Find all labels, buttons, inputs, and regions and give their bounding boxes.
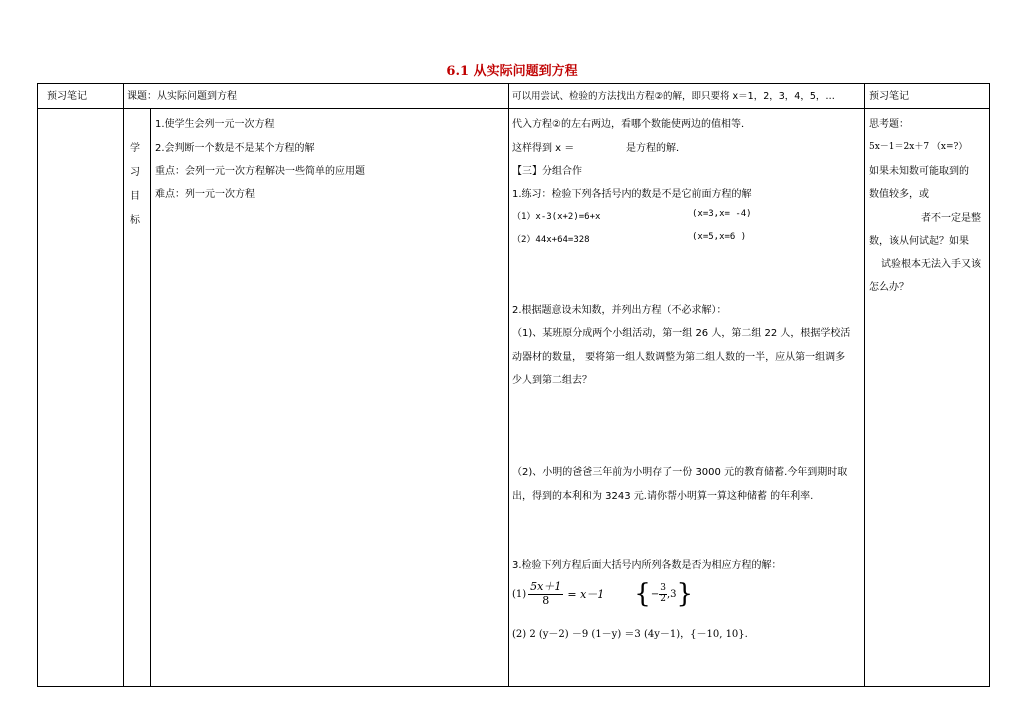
objectives-label-char: 学 — [130, 143, 140, 154]
notes-line: 数值较多，或 — [869, 189, 929, 200]
col3-intro-1: 可以用尝试、检验的方法找出方程②的解，即只要将 x＝1，2，3，4，5，… — [512, 91, 835, 102]
notes-line: 试验根本无法入手又该 — [881, 259, 981, 270]
q3-1-rhs: = x－1 — [567, 588, 605, 601]
page-title: 6.1 从实际问题到方程 — [446, 64, 578, 79]
notes-line: 如果未知数可能取到的 — [869, 166, 969, 177]
q3-1-set-numerator: 3 — [660, 582, 666, 593]
question-3-2: (2) 2 (y－2) －9 (1－y) ＝3 (4y－1)，{－10, 10}. — [512, 629, 748, 640]
practice-equation: （2）44x+64=328 — [512, 235, 590, 245]
column-divider-1 — [123, 84, 124, 686]
practice-equation: （1）x-3(x+2)=6+x — [512, 212, 601, 222]
result-line-a: 这样得到 x ＝ — [512, 143, 575, 154]
objectives-label-char: 标 — [130, 215, 140, 226]
notes-line: 怎么办？ — [869, 282, 909, 293]
practice-title: 1.练习：检验下列各括号内的数是不是它前面方程的解 — [512, 189, 752, 200]
objectives-label-char: 目 — [130, 191, 140, 202]
goal-item: 2.会判断一个数是不是某个方程的解 — [155, 143, 315, 154]
question-2-2-line: （2)、小明的爸爸三年前为小明存了一份 3000 元的教育储蓄.今年到期时取 — [512, 467, 848, 478]
q3-1-set-fraction — [659, 584, 667, 605]
notes-line: 5x－1＝2x＋7 （x=?） — [869, 142, 968, 152]
notes-line: 者不一定是整 — [921, 213, 981, 224]
question-3-1 — [512, 581, 693, 607]
goal-item: 难点：列一元一次方程 — [155, 189, 255, 200]
column-divider-3 — [508, 84, 509, 686]
right-brace-icon: } — [676, 579, 694, 609]
header-divider — [38, 108, 989, 109]
q3-1-set-sign: − — [650, 588, 660, 600]
col2-header: 课题：从实际问题到方程 — [127, 91, 237, 102]
lesson-table — [37, 83, 990, 687]
question-2-1-line: 动器材的数量， 要将第一组人数调整为第二组人数的一半，应从第一组调多 — [512, 352, 846, 363]
goal-item: 重点：会列一元一次方程解决一些简单的应用题 — [155, 166, 365, 177]
column-divider-4 — [864, 84, 865, 686]
question-2-2-line: 出，得到的本利和为 3243 元.请你帮小明算一算这种储蓄 的年利率. — [512, 491, 814, 502]
left-brace-icon: { — [634, 579, 651, 609]
section-heading: 【三】分组合作 — [512, 166, 582, 177]
objectives-label-char: 习 — [130, 167, 140, 178]
q3-1-set-rest: ,3 — [666, 588, 677, 600]
practice-values: (x=3,x= -4) — [692, 209, 752, 219]
notes-line: 数，该从何试起？如果 — [869, 236, 969, 247]
intro-line-2: 代入方程②的左右两边，看哪个数能使两边的值相等． — [512, 119, 751, 130]
practice-values: (x=5,x=6 ) — [692, 232, 747, 242]
objectives-label-divider — [150, 108, 151, 686]
question-2-1-line: 少人到第二组去？ — [512, 375, 592, 386]
col1-header: 预习笔记 — [47, 91, 87, 102]
q3-1-numerator: 5x＋1 — [530, 580, 562, 594]
question-2-1-line: （1)、某班原分成两个小组活动，第一组 26 人，第二组 22 人，根据学校活 — [512, 328, 851, 339]
notes-line: 思考题： — [869, 119, 909, 130]
question-3-title: 3.检验下列方程后面大括号内所列各数是否为相应方程的解： — [512, 560, 782, 571]
question-2-title: 2.根据题意设未知数，并列出方程（不必求解）： — [512, 305, 727, 316]
goal-item: 1.使学生会列一元一次方程 — [155, 119, 275, 130]
result-line-b: 是方程的解． — [626, 143, 686, 154]
q3-1-fraction — [528, 581, 563, 606]
q3-1-set-denominator: 2 — [660, 593, 666, 604]
q3-1-denominator: 8 — [542, 593, 550, 607]
col4-header: 预习笔记 — [869, 91, 909, 102]
q3-1-label: (1) — [512, 588, 527, 600]
